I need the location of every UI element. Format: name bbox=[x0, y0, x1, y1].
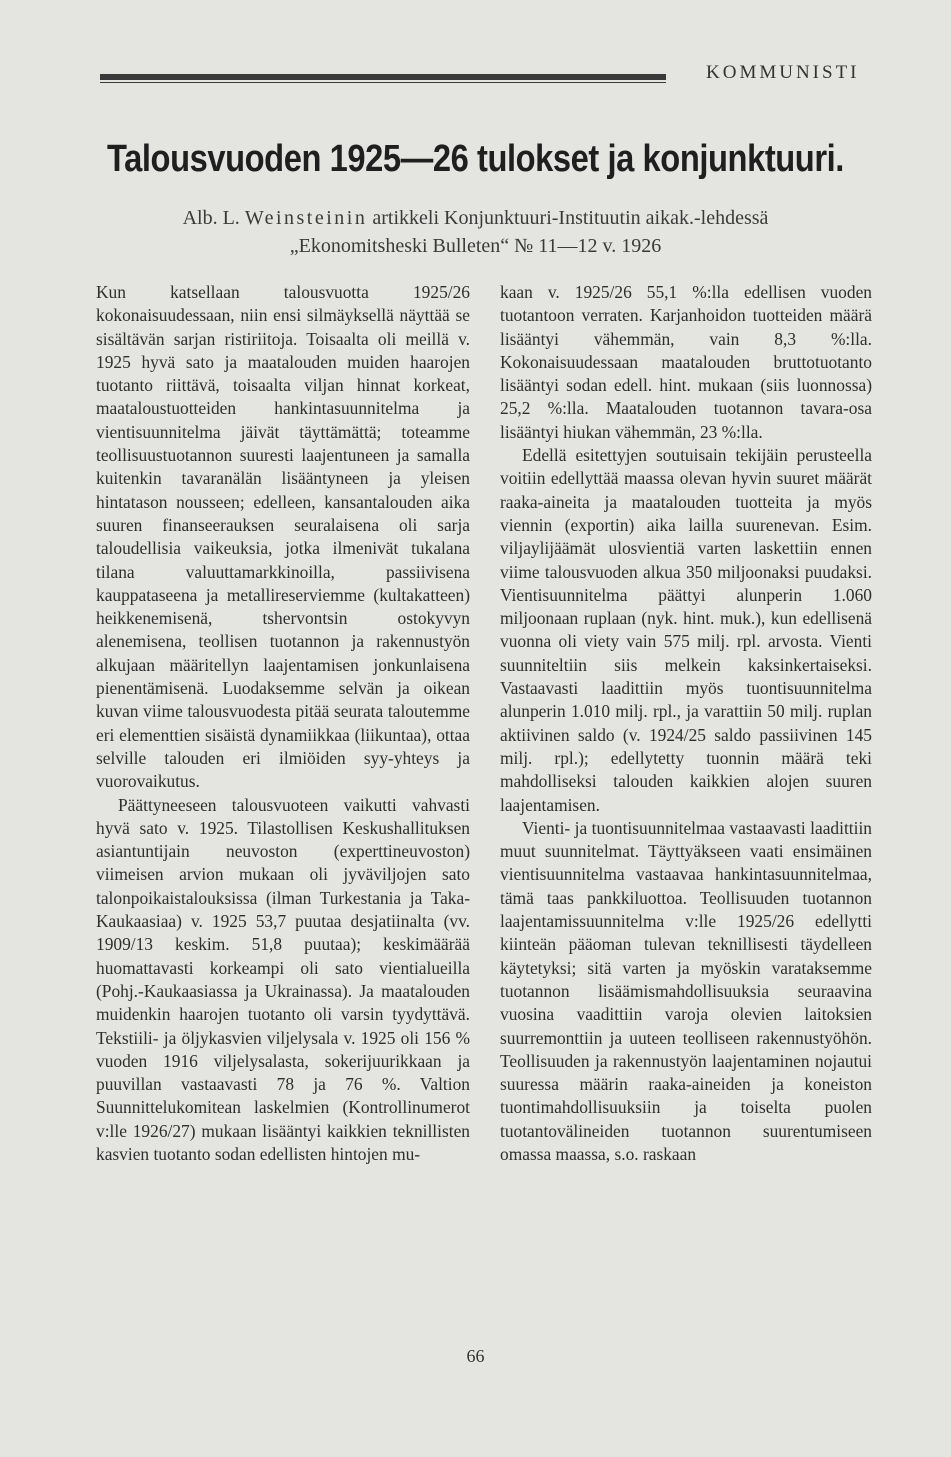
page-number: 66 bbox=[466, 1346, 485, 1366]
header-rule bbox=[100, 74, 666, 85]
byline-rest: artikkeli Konjunktuuri-Instituutin aikak.-lehdessä bbox=[367, 207, 769, 229]
paragraph: Päättyneeseen talousvuoteen vaikutti vahvasti hyvä sato v. 1925. Tilastollisen Keskushallituksen asiantuntijain neuvoston (experttineuvoston) viimeisen arvion mukaan oli jyväviljojen sato talonpoikaistalouksissa (ilman Turkestania ja Taka-Kaukaasiaa) v. 1925 53,7 puutaa desjatiinalta (vv. 1909/13 keskim. 51,8 puutaa); keskimäärää huomattavasti korkeampi oli sato vientialueilla (Pohj.-Kaukaasiassa ja Ukrainassa). Ja maatalouden muidenkin haarojen tuotanto oli varsin tyydyttävä. Tekstiili- ja öljykasvien viljelysala v. 1925 oli 156 % vuoden 1916 viljelysalasta, sokerijuurikkaan ja puuvillan vastaavasti 78 ja 76 %. Valtion Suunnittelukomitean laskelmien (Kontrollinumerot v:lle 1926/27) mukaan lisääntyi kaikkien teknillisten kasvien tuotanto sodan edellisten hintojen mu- bbox=[96, 794, 470, 1164]
running-head: KOMMUNISTI bbox=[706, 62, 860, 83]
byline-author: Weinsteinin bbox=[244, 207, 368, 229]
right-column bbox=[500, 281, 872, 1166]
byline-line-1 bbox=[0, 204, 951, 232]
paragraph: kaan v. 1925/26 55,1 %:lla edellisen vuoden tuotantoon verraten. Karjanhoidon tuotteiden määrä lisääntyi vähemmän, vain 8,3 %:lla. Kokonaisuudessaan maatalouden bruttotuotanto lisääntyi sodan edell. hint. mukaan (siis luonnossa) 25,2 %:lla. Maatalouden tuotannon tavara-osa lisääntyi hiukan vähemmän, 23 %:lla. bbox=[500, 282, 872, 442]
paragraph: Kun katsellaan talousvuotta 1925/26 kokonaisuudessaan, niin ensi silmäyksellä näyttää se sisältävän sarjan ristiriitoja. Toisaalta oli meillä v. 1925 hyvä sato ja maatalouden muiden haarojen tuotanto riittävä, toisaalta viljan hinnat korkeat, maataloustuotteiden hankintasuunnitelma ja vientisuunnitelma jäivät täyttämättä; toteamme teollisuustuotannon suuresti laajentuneen ja samalla kuitenkin tavaranälän lisääntyneen ja yleisen hintatason nousseen; edelleen, kansantalouden aika suuren finanseerauksen seuralaisena oli sarja taloudellisia vaikeuksia, jotka ilmenivät tukalana tilana valuuttamarkkinoilla, passiivisena kauppataseena ja metallireserviemme (kultakatteen) heikkenemisenä, tshervontsin ostokyvyn alenemisena, teollisen tuotannon ja rakennustyön alkujaan määritellyn laajentamisen jonkunlaisena pienentämisenä. Luodaksemme selvän ja oikean kuvan viime talousvuodesta pitää seurata taloutemme eri elementtien sisäistä dynamiikkaa (liikuntaa), ottaa selville talouden eri ilmiöiden syy-yhteys ja vuorovaikutus. bbox=[96, 282, 470, 792]
paragraph: Vienti- ja tuontisuunnitelmaa vastaavasti laadittiin muut suunnitelmat. Täyttyäkseen vaati ensimäinen vientisuunnitelma vastaavaa hankintasuunnitelmaa, tämä taas pankkiluottoa. Teollisuuden tuotannon laajentamissuunnitelma v:lle 1925/26 edellytti kiinteän pääoman tulevan teknillisesti täydelleen käytetyksi; sitä varten ja myöskin varataksemme tuotannon lisäämismahdollisuuksia seuraavina vuosina vaadittiin varoja olevien laitoksien suurremonttiin ja uuteen teolliseen rakennustyöhön. Teollisuuden ja rakennustyön laajentaminen nojautui suuressa määrin raaka-aineiden ja koneiston tuontimahdollisuuksiin ja toiselta puolen tuotantovälineiden tuotannon suurentumiseen omassa maassa, s.o. raskaan bbox=[500, 817, 872, 1164]
byline-prefix: Alb. L. bbox=[182, 207, 245, 229]
byline-line-2: „Ekonomitsheski Bulleten“ № 11—12 v. 1926 bbox=[289, 235, 662, 257]
paragraph: Edellä esitettyjen soutuisain tekijäin perusteella voitiin edellyttää maassa olevan hyvin suuret määrät raaka-aineita ja maatalouden tuotteita ja myös viennin (exportin) aika lailla suurenevan. Esim. viljaylijäämät ulosvientiä varten laskettiin ennen viime talousvuoden alkua 350 miljoonaksi puudaksi. Vientisuunnitelma päättyi alunperin 1.060 miljoonaan ruplaan (nyk. hint. muk.), kun edellisenä vuonna oli viety vain 575 milj. rpl. arvosta. Vienti suunniteltiin siis melkein kaksinkertaiseksi. Vastaavasti laadittiin myös tuontisuunnitelma alunperin 1.010 milj. rpl., ja varattiin 50 milj. ruplan aktiivinen saldo (v. 1924/25 saldo passiivinen 145 milj. rpl.); edellytetty tuonnin määrä teki mahdolliseksi talouden kaikkien alojen suuren laajentamisen. bbox=[500, 445, 872, 815]
left-column bbox=[96, 281, 470, 1166]
byline bbox=[0, 204, 951, 260]
article-title: Talousvuoden 1925—26 tulokset ja konjunktuuri. bbox=[107, 138, 844, 180]
